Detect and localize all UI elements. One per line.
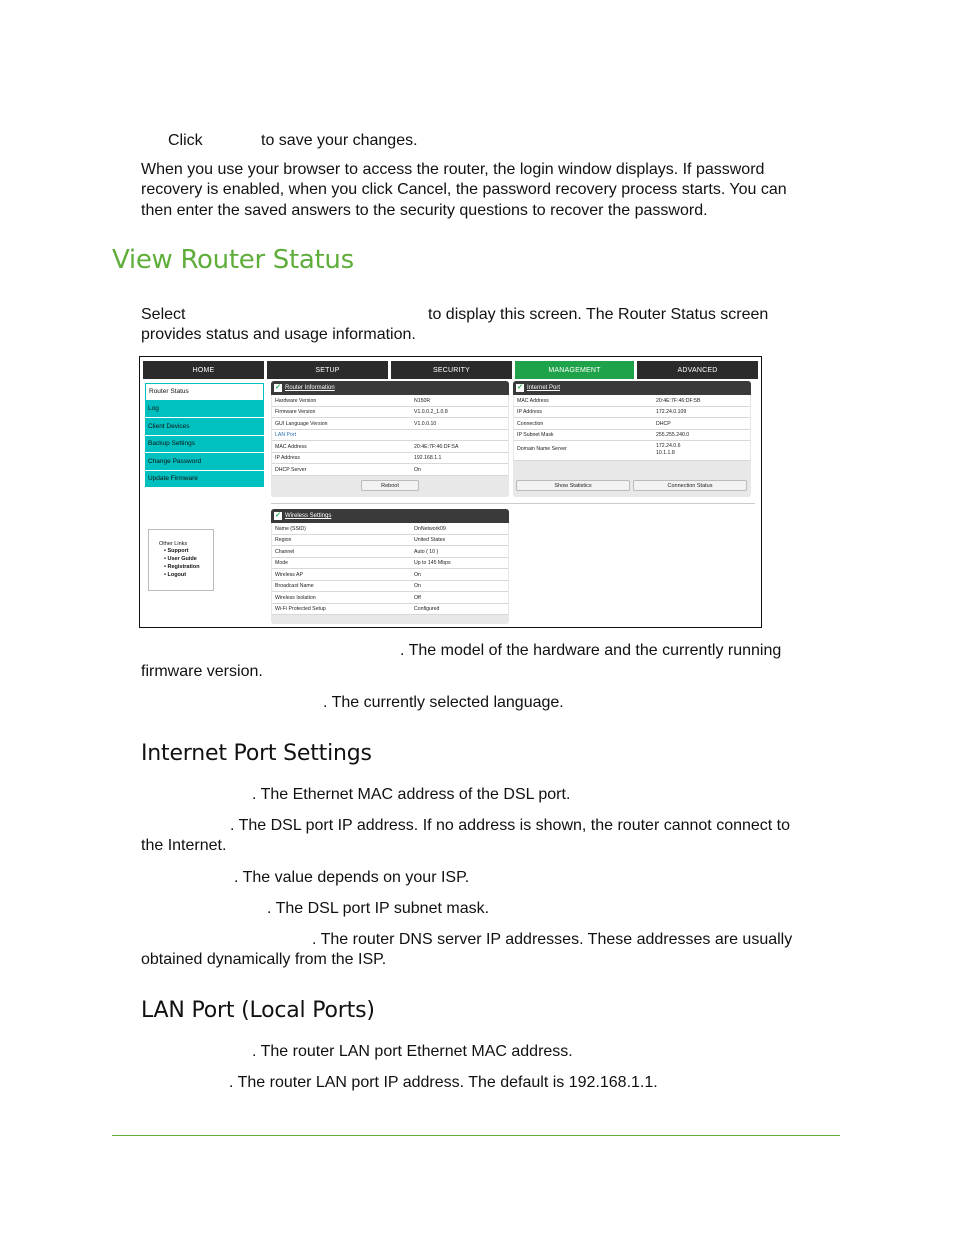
table-row — [272, 523, 508, 535]
row-key: DHCP Server — [275, 466, 307, 473]
menu-change-password[interactable]: Change Password — [145, 453, 264, 471]
row-key: Channel — [275, 548, 295, 555]
nav-advanced[interactable]: ADVANCED — [637, 361, 758, 379]
hw-desc-2: firmware version. — [141, 663, 263, 680]
router-info-title[interactable]: Router Information — [285, 385, 335, 391]
lan-mac-desc: . The router LAN port Ethernet MAC address. — [252, 1043, 573, 1060]
table-row — [272, 569, 508, 581]
section-title: View Router Status — [112, 245, 354, 275]
row-value: V1.0.0.2_1.0.8 — [414, 409, 448, 415]
other-links-box — [148, 529, 214, 591]
wireless-title[interactable]: Wireless Settings — [285, 513, 332, 519]
link-registration[interactable]: • Registration — [164, 564, 200, 570]
lan-port-title-heading: LAN Port (Local Ports) — [141, 998, 375, 1023]
dns-desc: . The router DNS server IP addresses. These addresses are usually — [312, 931, 793, 948]
table-row — [272, 464, 508, 476]
table-row — [514, 407, 750, 419]
row-value: 20:4E:7F:46:DF:5B — [656, 397, 701, 404]
table-row — [514, 430, 750, 442]
row-key: IP Address — [517, 409, 542, 415]
dns-value-1: 172.24.0.6 — [656, 443, 681, 449]
router-info-header — [271, 381, 509, 395]
wireless-panel — [271, 509, 509, 624]
row-value: Off — [414, 594, 421, 601]
dns-desc-2: obtained dynamically from the ISP. — [141, 951, 387, 968]
row-key: GUI Language Version — [275, 420, 328, 427]
row-key: MAC Address — [517, 397, 549, 404]
table-row — [272, 407, 508, 419]
internet-port-title-heading: Internet Port Settings — [141, 741, 372, 766]
table-row — [272, 395, 508, 407]
ip-desc-2: the Internet. — [141, 837, 227, 854]
menu-backup-settings[interactable]: Backup Settings — [145, 436, 264, 454]
check-icon: ✓ — [517, 384, 523, 391]
router-info-panel — [271, 381, 509, 497]
intro-line-2: recovery is enabled, when you click Cancel, the password recovery process starts. You can — [141, 181, 787, 198]
divider — [271, 503, 755, 504]
other-links-title: Other Links — [159, 541, 188, 547]
table-row — [272, 592, 508, 604]
row-key: MAC Address — [275, 443, 307, 450]
row-key: Name (SSID) — [275, 525, 306, 532]
nav-home[interactable]: HOME — [143, 361, 264, 379]
row-value: V1.0.0.10 — [414, 420, 437, 427]
table-row — [272, 546, 508, 558]
row-value: Up to 145 Mbps — [414, 560, 451, 566]
row-value: On — [414, 583, 421, 589]
show-statistics-button[interactable]: Show Statistics — [516, 480, 630, 491]
row-key: Firmware Version — [275, 409, 316, 415]
intro-line-3: then enter the saved answers to the security questions to recover the password. — [141, 202, 708, 219]
wireless-header — [271, 509, 509, 523]
row-value: On — [414, 571, 421, 578]
table-row — [272, 581, 508, 593]
conn-desc: . The value depends on your ISP. — [234, 869, 470, 886]
select-pre: Select — [141, 306, 186, 323]
ip-desc: . The DSL port IP address. If no address is shown, the router cannot connect to — [230, 817, 791, 834]
row-value: N150R — [414, 397, 431, 404]
row-value: 192.168.1.1 — [414, 455, 442, 461]
table-row — [272, 418, 508, 430]
hw-desc: . The model of the hardware and the currently running — [400, 642, 782, 659]
mac-desc: . The Ethernet MAC address of the DSL port. — [252, 786, 571, 803]
table-row — [272, 441, 508, 453]
table-row — [514, 418, 750, 430]
link-logout[interactable]: • Logout — [164, 572, 187, 578]
lan-port-label-row — [272, 430, 508, 442]
lang-desc: . The currently selected language. — [323, 694, 564, 711]
intro-line-1: When you use your browser to access the router, the login window displays. If password — [141, 161, 765, 178]
step-click-post: to save your changes. — [261, 132, 418, 149]
row-key: Mode — [275, 560, 288, 566]
connection-status-button[interactable]: Connection Status — [633, 480, 747, 491]
dns-value-2: 10.1.1.8 — [656, 450, 675, 456]
nav-management[interactable]: MANAGEMENT — [515, 361, 634, 379]
row-key: IP Subnet Mask — [517, 432, 554, 438]
menu-log[interactable]: Log — [145, 401, 264, 419]
table-row — [272, 558, 508, 570]
table-row — [272, 604, 508, 616]
table-row — [272, 535, 508, 547]
row-key: IP Address — [275, 455, 300, 461]
table-row — [514, 395, 750, 407]
link-support-label[interactable]: Support — [167, 548, 189, 554]
dns-label: Domain Name Server — [517, 446, 567, 452]
row-value: 20:4E:7F:46:DF:5A — [414, 443, 459, 450]
table-row — [272, 453, 508, 465]
select-post: to display this screen. The Router Status screen — [428, 306, 769, 323]
row-key: Wi-Fi Protected Setup — [275, 606, 326, 612]
row-value: 172.24.0.109 — [656, 409, 687, 415]
link-logout-label[interactable]: Logout — [167, 572, 187, 578]
row-value: 255.255.240.0 — [656, 432, 690, 438]
row-value: Configured — [414, 606, 440, 612]
nav-setup[interactable]: SETUP — [267, 361, 388, 379]
internet-port-title[interactable]: Internet Port — [527, 385, 561, 391]
menu-router-status[interactable]: Router Status — [145, 383, 264, 401]
router-status-screenshot — [139, 356, 762, 628]
link-registration-label[interactable]: Registration — [167, 564, 200, 570]
row-key: Connection — [517, 420, 544, 427]
lan-port-label: LAN Port — [275, 432, 297, 438]
row-key: Hardware Version — [275, 397, 317, 404]
row-key: Wireless AP — [275, 571, 303, 578]
internet-port-panel — [513, 381, 751, 497]
row-value: United States — [414, 537, 446, 543]
row-value: OnNetwork09 — [414, 525, 446, 532]
nav-security[interactable]: SECURITY — [391, 361, 512, 379]
dns-row — [514, 441, 750, 461]
step-click-pre: Click — [168, 132, 203, 149]
row-key: Region — [275, 537, 292, 543]
row-key: Wireless Isolation — [275, 594, 316, 601]
row-value: On — [414, 466, 421, 473]
menu-update-firmware[interactable]: Update Firmware — [145, 471, 264, 489]
check-icon: ✓ — [275, 384, 281, 391]
row-value: Auto ( 10 ) — [414, 548, 439, 555]
select-line-2: provides status and usage information. — [141, 326, 416, 343]
row-key: Broadcast Name — [275, 583, 314, 589]
link-user-guide-label[interactable]: User Guide — [167, 556, 197, 562]
reboot-button[interactable]: Reboot — [361, 480, 419, 491]
menu-client-devices[interactable]: Client Devices — [145, 418, 264, 436]
side-menu — [145, 383, 264, 488]
link-support[interactable]: • Support — [164, 548, 189, 554]
lan-ip-desc: . The router LAN port IP address. The default is 192.168.1.1. — [229, 1074, 658, 1091]
mask-desc: . The DSL port IP subnet mask. — [267, 900, 490, 917]
internet-port-header — [513, 381, 751, 395]
footer-rule — [112, 1135, 840, 1136]
row-value: DHCP — [656, 420, 671, 427]
link-user-guide[interactable]: • User Guide — [164, 556, 197, 562]
check-icon: ✓ — [275, 512, 281, 519]
